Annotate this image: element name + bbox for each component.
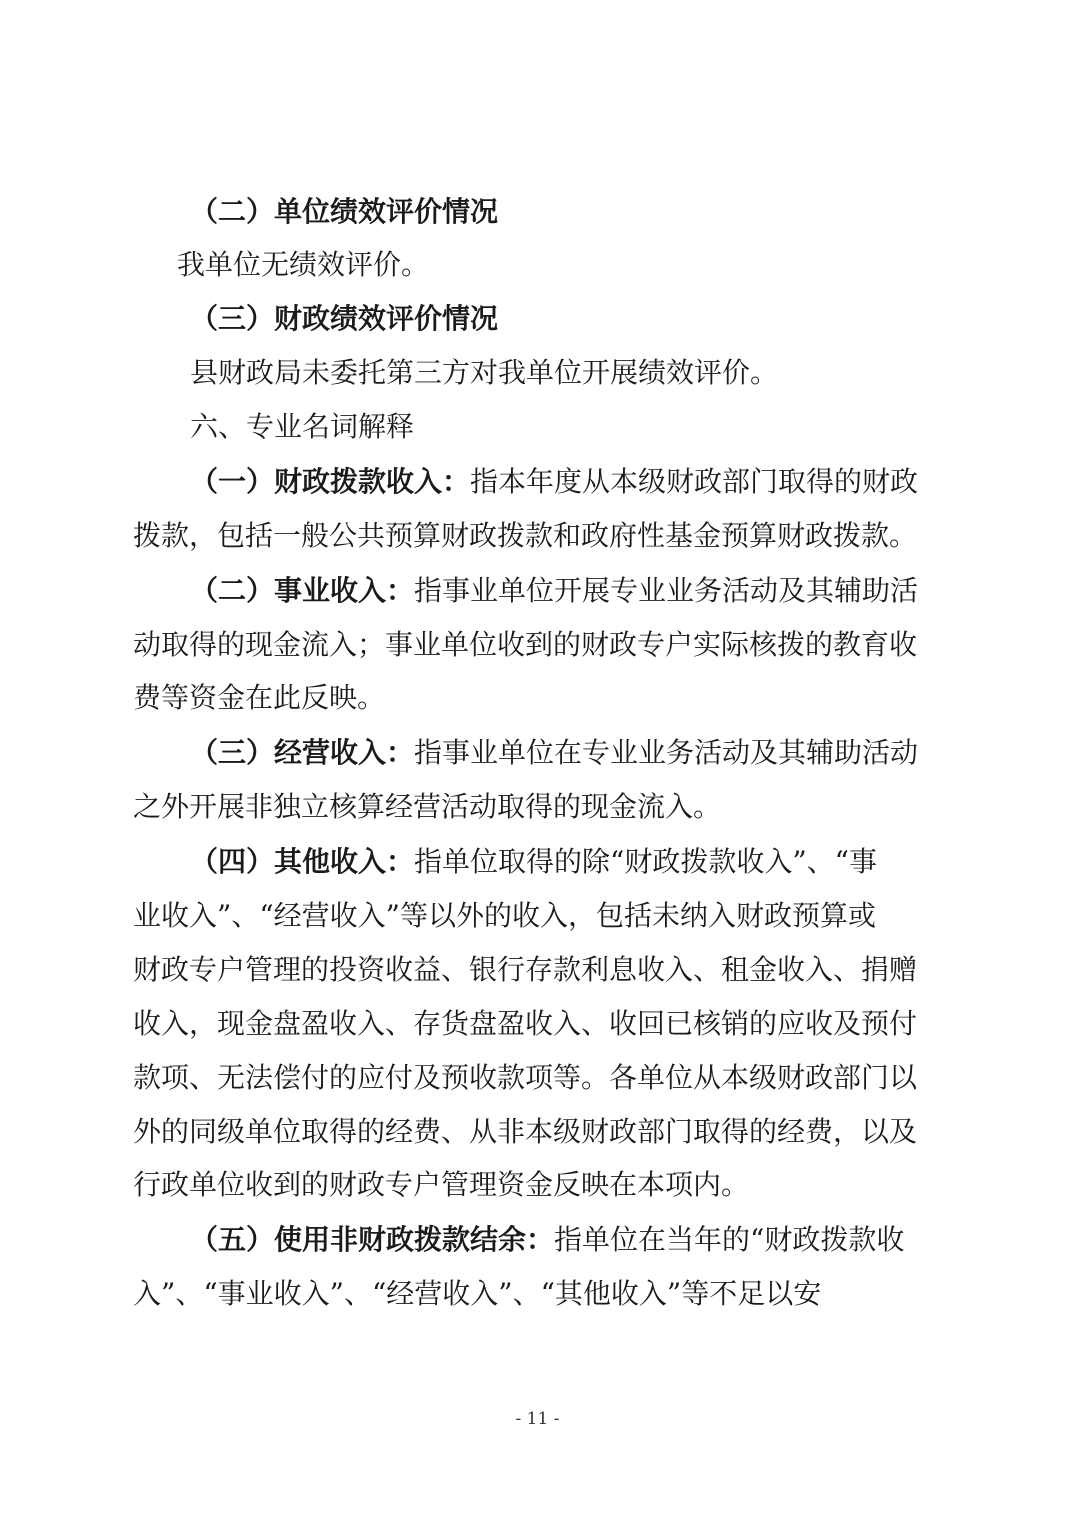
glossary-definition-line: 财政专户管理的投资收益、银行存款利息收入、租金收入、捐赠 [133, 953, 918, 986]
glossary-term: （二）事业收入： [190, 574, 415, 607]
glossary-item-non-fiscal-balance [190, 1222, 904, 1258]
glossary-definition-line: 费等资金在此反映。 [133, 681, 386, 714]
section-heading-unit-evaluation: （二）单位绩效评价情况 [190, 195, 499, 228]
paragraph-unit-evaluation: 我单位无绩效评价。 [177, 248, 430, 281]
glossary-definition-line: 入”、“事业收入”、“经营收入”、“其他收入”等不足以安 [133, 1277, 822, 1310]
glossary-term: （三）经营收入： [190, 736, 415, 769]
glossary-definition: 指事业单位开展专业业务活动及其辅助活 [414, 574, 919, 607]
glossary-definition-line: 款项、无法偿付的应付及预收款项等。各单位从本级财政部门以 [133, 1061, 918, 1094]
glossary-definition: 指单位在当年的“财政拨款收 [554, 1223, 905, 1256]
glossary-definition-line: 拨款，包括一般公共预算财政拨款和政府性基金预算财政拨款。 [133, 519, 918, 552]
glossary-definition: 指事业单位在专业业务活动及其辅助活动 [414, 736, 919, 769]
glossary-definition: 指本年度从本级财政部门取得的财政 [470, 465, 919, 498]
page-number: - 11 - [515, 1409, 560, 1429]
section-heading-finance-evaluation: （三）财政绩效评价情况 [190, 302, 499, 335]
glossary-term: （四）其他收入： [190, 845, 415, 878]
glossary-definition-line: 外的同级单位取得的经费、从非本级财政部门取得的经费，以及 [133, 1115, 918, 1148]
glossary-item-business-income [190, 573, 918, 609]
glossary-definition-line: 动取得的现金流入；事业单位收到的财政专户实际核拨的教育收 [133, 628, 918, 661]
glossary-definition-line: 业收入”、“经营收入”等以外的收入，包括未纳入财政预算或 [133, 899, 876, 932]
glossary-definition-line: 收入，现金盘盈收入、存货盘盈收入、收回已核销的应收及预付 [133, 1007, 918, 1040]
glossary-item-fiscal-appropriation [190, 464, 918, 500]
section-heading-glossary: 六、专业名词解释 [190, 410, 415, 443]
glossary-item-operating-income [190, 735, 918, 771]
paragraph-finance-evaluation: 县财政局未委托第三方对我单位开展绩效评价。 [190, 356, 779, 389]
glossary-definition-line: 行政单位收到的财政专户管理资金反映在本项内。 [133, 1168, 750, 1201]
glossary-term: （五）使用非财政拨款结余： [190, 1223, 555, 1256]
glossary-item-other-income [190, 844, 877, 880]
glossary-definition: 指单位取得的除“财政拨款收入”、“事 [414, 845, 877, 878]
glossary-term: （一）财政拨款收入： [190, 465, 471, 498]
glossary-definition-line: 之外开展非独立核算经营活动取得的现金流入。 [133, 790, 722, 823]
